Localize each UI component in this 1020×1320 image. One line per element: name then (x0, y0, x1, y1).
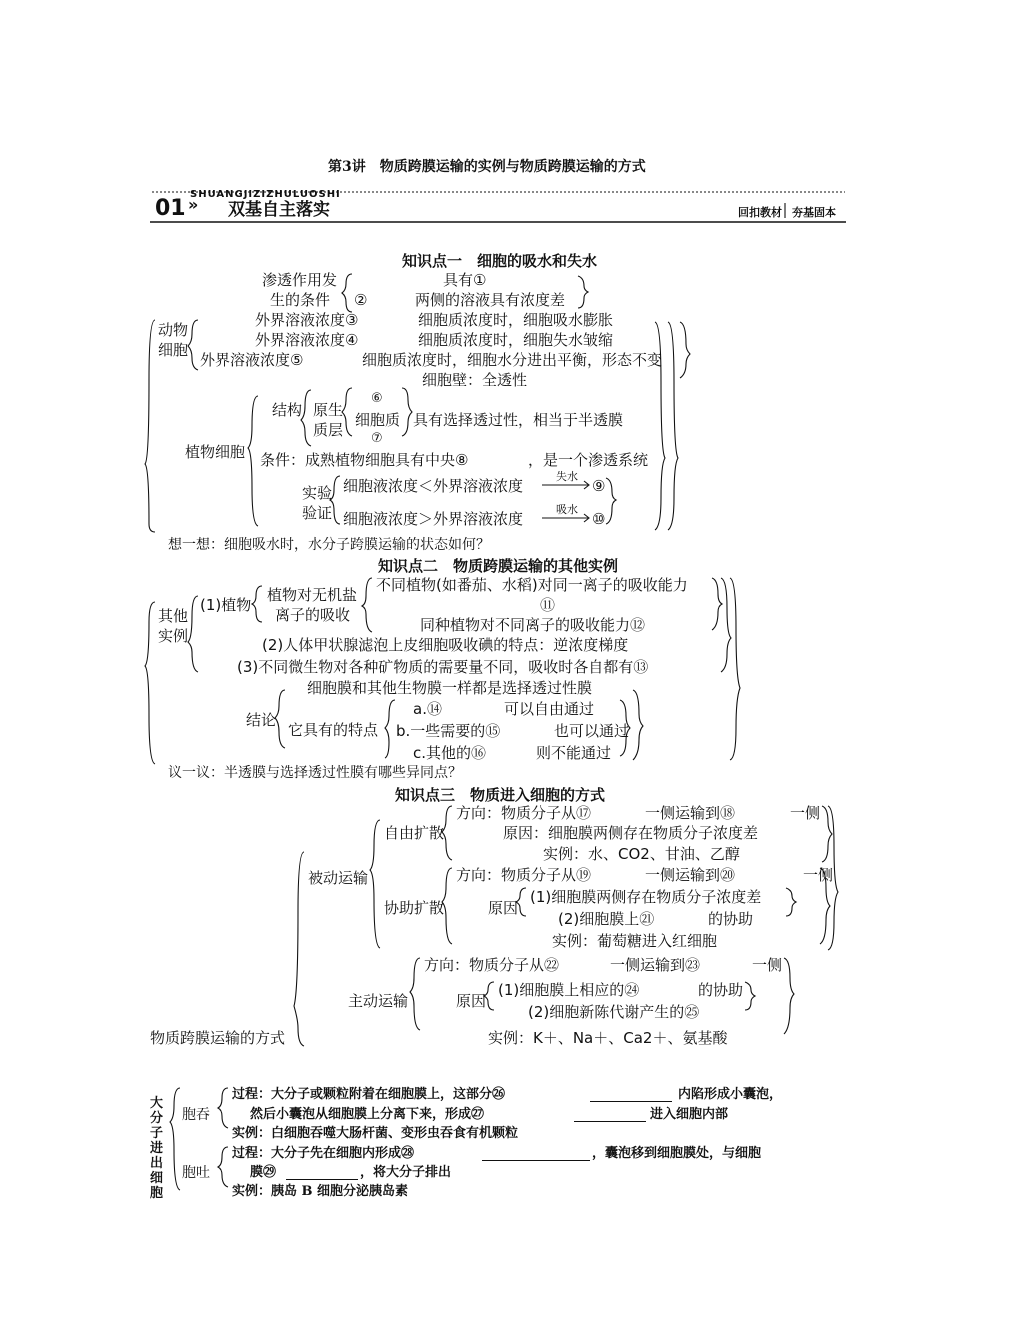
endocytosis-label: 胞吞 (182, 1107, 210, 1123)
right-tag-1: 回扣教材 (738, 206, 782, 219)
res-5: 细胞质浓度时，细胞水分进出平衡，形态不变 (362, 351, 663, 369)
cell-wall: 细胞壁：全透性 (422, 371, 528, 389)
active-transport-label: 主动运输 (348, 992, 409, 1010)
active-direction-mid: 一侧运输到㉓ (610, 956, 701, 974)
asst-reason-2: (2)细胞膜上㉑ (558, 910, 655, 928)
endo-line-1-tail: 内陷形成小囊泡， (678, 1087, 783, 1102)
absorb-label-1: 植物对无机盐 (267, 586, 358, 604)
verify-2: 细胞液浓度＞外界溶液浓度 (343, 510, 524, 528)
membrane-statement: 细胞膜和其他生物膜一样都是选择透过性膜 (307, 679, 593, 697)
diff-plants: 不同植物(如番茄、水稻)对同一离子的吸收能力 (376, 576, 688, 594)
absorb-label-2: 离子的吸收 (275, 606, 351, 624)
other-label-1: 其他 (158, 607, 189, 625)
proto-label-2: 质层 (313, 421, 344, 439)
section-arrow-icon: » (188, 195, 199, 214)
ext-3: 外界溶液浓度③ (255, 311, 359, 329)
other-label-2: 实例 (158, 627, 189, 645)
osmosis-label-2: 生的条件 (270, 291, 331, 309)
res-3: 细胞质浓度时，细胞吸水膨胀 (418, 311, 614, 329)
feature-label: 它具有的特点 (288, 721, 379, 739)
exocytosis-label: 胞吐 (182, 1165, 210, 1181)
active-reason-1-tail: 的协助 (698, 981, 744, 999)
result-9: ⑨ (592, 477, 606, 495)
asst-direction: 方向：物质分子从⑲ (456, 866, 592, 884)
cytoplasm: 细胞质 (355, 411, 401, 429)
structure-label: 结构 (272, 401, 303, 419)
result-10: ⑩ (592, 510, 606, 528)
microbe: (3)不同微生物对各种矿物质的需要量不同，吸收时各自都有⑬ (237, 658, 649, 676)
endo-line-2-tail: 进入细胞内部 (650, 1107, 729, 1122)
assisted-diffusion-label: 协助扩散 (384, 899, 445, 917)
section-pinyin: SHUANGJIZIZHULUOSHI (190, 189, 341, 200)
plant-item: (1)植物 (200, 596, 252, 614)
kp3-title: 知识点三 物质进入细胞的方式 (395, 786, 606, 804)
feature-a: a.⑭ (413, 700, 442, 718)
semi-permeable: 具有选择透过性，相当于半透膜 (413, 411, 624, 429)
think-question: 想一想：细胞吸水时，水分子跨膜运输的状态如何？ (168, 537, 490, 553)
discuss-question: 议一议：半透膜与选择透过性膜有哪些异同点？ (168, 765, 462, 781)
section-title: 双基自主落实 (228, 200, 330, 220)
num-11: ⑪ (540, 596, 556, 614)
active-direction: 方向：物质分子从㉒ (424, 956, 560, 974)
active-reason-1: (1)细胞膜上相应的㉔ (498, 981, 640, 999)
feature-c: c.其他的⑯ (413, 744, 487, 762)
verify-1: 细胞液浓度＜外界溶液浓度 (343, 477, 524, 495)
asst-reason-1: (1)细胞膜两侧存在物质分子浓度差 (530, 888, 762, 906)
endo-example: 实例：白细胞吞噬大肠杆菌、变形虫吞食有机颗粒 (232, 1126, 519, 1141)
experiment-label-1: 实验 (302, 484, 333, 502)
num-6: ⑥ (371, 391, 383, 406)
free-reason: 原因：细胞膜两侧存在物质分子浓度差 (503, 824, 759, 842)
asst-direction-mid: 一侧运输到⑳ (645, 866, 736, 884)
animal-label-1: 动物 (158, 321, 189, 339)
kp2-title: 知识点二 物质跨膜运输的其他实例 (378, 557, 619, 575)
feature-c-tail: 则不能通过 (536, 744, 612, 762)
proto-label-1: 原生 (313, 401, 344, 419)
res-4: 细胞质浓度时，细胞失水皱缩 (418, 331, 614, 349)
cond-b-num: ② (354, 291, 368, 309)
feature-a-tail: 可以自由通过 (504, 700, 595, 718)
endo-line-2: 然后小囊泡从细胞膜上分离下来，形成㉗ (250, 1107, 485, 1122)
free-side: 一侧 (790, 804, 821, 822)
conclusion-label: 结论 (246, 711, 277, 729)
experiment-label-2: 验证 (302, 504, 333, 522)
osmosis-label-1: 渗透作用发 (262, 271, 338, 289)
exo-line-1: 过程：大分子先在细胞内形成㉘ (232, 1146, 415, 1161)
cond-a: 具有① (443, 271, 487, 289)
active-reason-2: (2)细胞新陈代谢产生的㉕ (528, 1003, 700, 1021)
passive-label: 被动运输 (308, 869, 369, 887)
arrow-label-1: 失水 (556, 470, 578, 483)
animal-label-2: 细胞 (158, 341, 189, 359)
exo-line-1-tail: ，囊泡移到细胞膜处，与细胞 (592, 1146, 762, 1161)
free-direction-mid: 一侧运输到⑱ (645, 804, 736, 822)
right-tag-2: 夯基固本 (792, 206, 836, 219)
feature-b: b.一些需要的⑮ (396, 722, 501, 740)
cond-b: 两侧的溶液具有浓度差 (415, 291, 566, 309)
exo-line-2: 膜㉙ (250, 1165, 277, 1180)
ext-5: 外界溶液浓度⑤ (200, 351, 304, 369)
kp1-title: 知识点一 细胞的吸水和失水 (402, 252, 598, 270)
active-example: 实例：K＋、Na＋、Ca2＋、氨基酸 (488, 1029, 728, 1047)
plant-cell-label: 植物细胞 (185, 443, 246, 461)
endo-line-1: 过程：大分子或颗粒附着在细胞膜上，这部分㉖ (232, 1087, 506, 1102)
thyroid: (2)人体甲状腺滤泡上皮细胞吸收碘的特点：逆浓度梯度 (262, 636, 629, 654)
lecture-title: 第3讲 物质跨膜运输的实例与物质跨膜运输的方式 (328, 159, 646, 175)
ext-4: 外界溶液浓度④ (255, 331, 359, 349)
free-direction: 方向：物质分子从⑰ (456, 804, 592, 822)
same-plant: 同种植物对不同离子的吸收能力⑫ (420, 616, 646, 634)
plant-condition: 条件：成熟植物细胞具有中央⑧ (260, 451, 469, 469)
arrow-label-2: 吸水 (556, 503, 578, 516)
num-7: ⑦ (371, 431, 383, 446)
exo-example: 实例：胰岛 B 细胞分泌胰岛素 (232, 1184, 409, 1199)
exo-line-2-tail: ，将大分子排出 (360, 1165, 452, 1180)
free-example: 实例：水、CO2、甘油、乙醇 (543, 845, 740, 863)
asst-example: 实例：葡萄糖进入红细胞 (552, 932, 718, 950)
section-number: 01 (155, 196, 186, 221)
plant-condition-tail: ，是一个渗透系统 (528, 451, 649, 469)
free-diffusion-label: 自由扩散 (384, 824, 445, 842)
asst-side: 一侧 (803, 866, 834, 884)
active-reason-label: 原因 (456, 992, 487, 1010)
asst-reason-label: 原因 (488, 899, 519, 917)
active-side: 一侧 (752, 956, 783, 974)
asst-reason-2-tail: 的协助 (708, 910, 754, 928)
transport-mode-label: 物质跨膜运输的方式 (150, 1029, 286, 1047)
macro-label: 大分子进出细胞 (150, 1096, 164, 1201)
feature-b-tail: 也可以通过 (554, 722, 630, 740)
